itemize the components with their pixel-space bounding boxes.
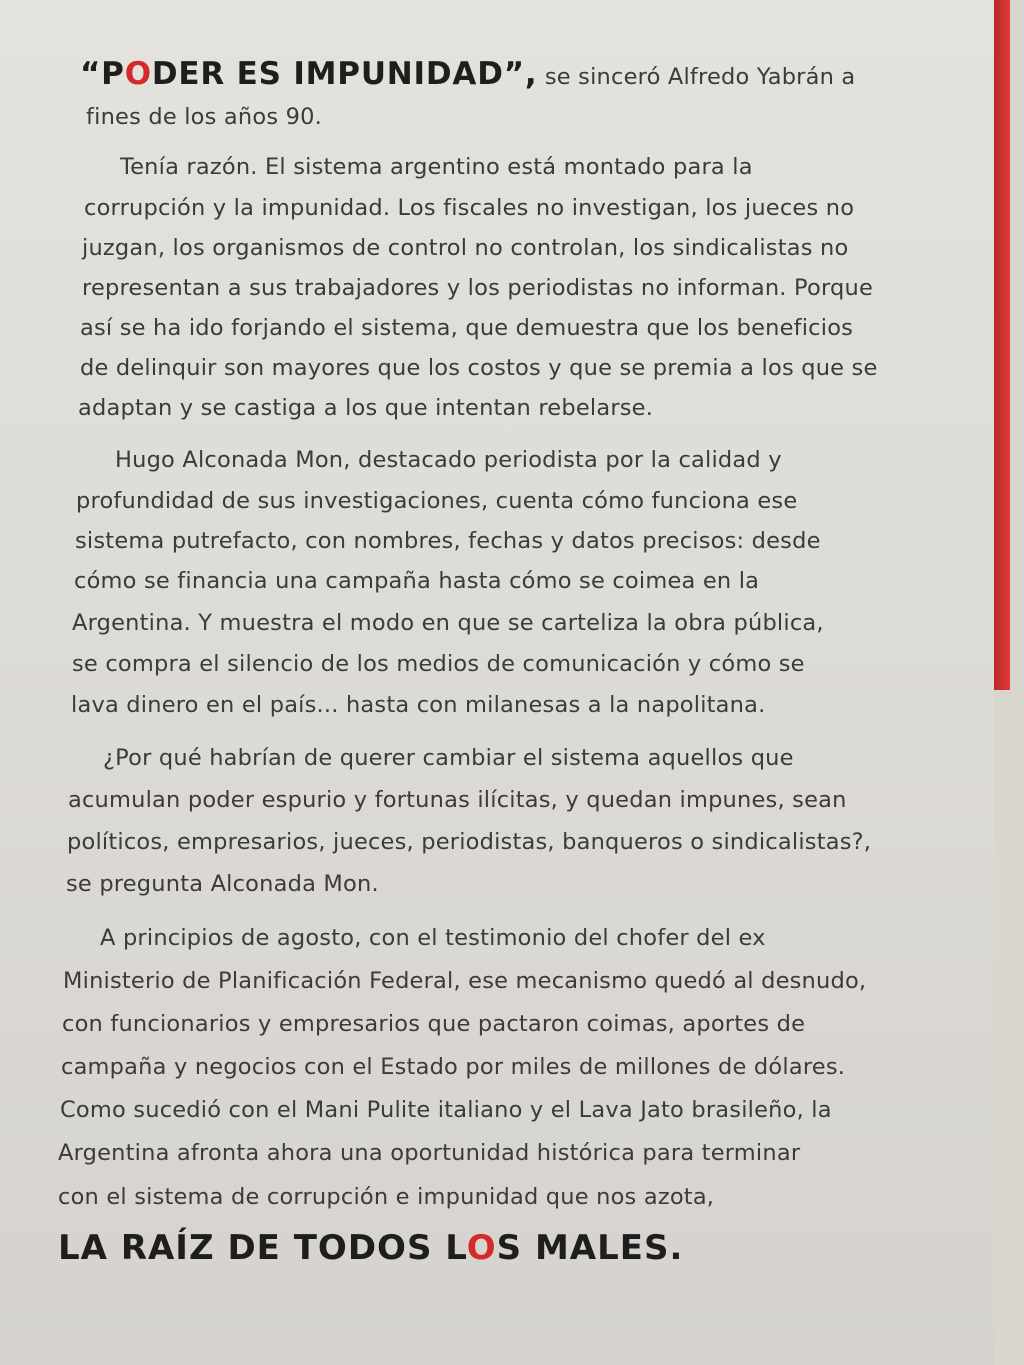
- intro-line-2: fines de los años 90.: [86, 104, 322, 130]
- p2-line: lava dinero en el país... hasta con milanesas a la napolitana.: [71, 692, 766, 718]
- p1-line: representan a sus trabajadores y los periodistas no informan. Porque: [82, 275, 873, 301]
- p1-line: adaptan y se castiga a los que intentan rebelarse.: [78, 395, 654, 421]
- p3-line: políticos, empresarios, jueces, periodistas, banqueros o sindicalistas?,: [67, 829, 872, 855]
- p2-line: Argentina. Y muestra el modo en que se carteliza la obra pública,: [72, 610, 824, 636]
- p1-line: juzgan, los organismos de control no controlan, los sindicalistas no: [82, 235, 849, 261]
- p2-line: Hugo Alconada Mon, destacado periodista por la calidad y: [115, 447, 782, 473]
- p3-line: ¿Por qué habrían de querer cambiar el sistema aquellos que: [103, 745, 794, 771]
- p4-line: A principios de agosto, con el testimonio del chofer del ex: [100, 925, 766, 951]
- p2-line: sistema putrefacto, con nombres, fechas y datos precisos: desde: [75, 528, 821, 554]
- intro-line-1: [80, 56, 855, 92]
- p3-line: se pregunta Alconada Mon.: [66, 871, 379, 897]
- p4-line: Como sucedió con el Mani Pulite italiano y el Lava Jato brasileño, la: [60, 1097, 832, 1123]
- p4-line: Ministerio de Planificación Federal, ese mecanismo quedó al desnudo,: [63, 968, 867, 994]
- closing-tagline: LA RAÍZ DE TODOS LOS MALES.: [58, 1228, 684, 1268]
- intro-attribution: se sinceró Alfredo Yabrán a: [537, 64, 856, 90]
- p4-line: con el sistema de corrupción e impunidad que nos azota,: [58, 1184, 715, 1210]
- p2-line: profundidad de sus investigaciones, cuenta cómo funciona ese: [76, 488, 798, 514]
- p2-line: se compra el silencio de los medios de comunicación y cómo se: [72, 651, 805, 677]
- p1-line: corrupción y la impunidad. Los fiscales no investigan, los jueces no: [84, 195, 855, 221]
- p4-line: campaña y negocios con el Estado por miles de millones de dólares.: [61, 1054, 846, 1080]
- p4-line: con funcionarios y empresarios que pactaron coimas, aportes de: [62, 1011, 806, 1037]
- red-cover-edge: [994, 0, 1010, 1365]
- p1-line: Tenía razón. El sistema argentino está montado para la: [120, 154, 753, 180]
- p2-line: cómo se financia una campaña hasta cómo se coimea en la: [74, 568, 760, 594]
- p1-line: así se ha ido forjando el sistema, que demuestra que los beneficios: [80, 315, 854, 341]
- headline-quote: “PODER ES IMPUNIDAD”,: [80, 56, 538, 92]
- p1-line: de delinquir son mayores que los costos y que se premia a los que se: [80, 355, 878, 381]
- p4-line: Argentina afronta ahora una oportunidad histórica para terminar: [58, 1140, 801, 1166]
- p3-line: acumulan poder espurio y fortunas ilícitas, y quedan impunes, sean: [68, 787, 847, 813]
